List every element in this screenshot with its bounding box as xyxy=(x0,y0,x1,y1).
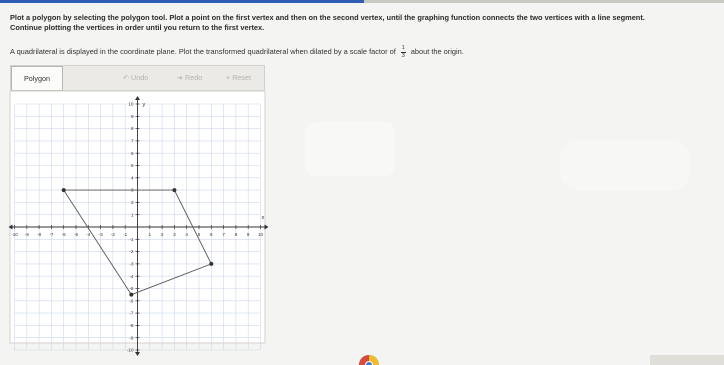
taskbar-edge xyxy=(650,355,724,365)
question-text-after: about the origin. xyxy=(410,47,464,56)
y-tick-label: 9 xyxy=(130,113,134,119)
screen-glare xyxy=(305,122,395,176)
question-text-before: A quadrilateral is displayed in the coordinate plane. Plot the transformed quadrilateral when dilated by a scale factor of xyxy=(10,47,396,56)
redo-icon: ➔ xyxy=(177,73,184,82)
x-tick-label: -10 xyxy=(11,232,18,237)
polygon-vertex-point xyxy=(209,262,213,266)
question-text xyxy=(10,45,464,59)
y-tick-label: 2 xyxy=(130,200,134,205)
x-tick-label: -9 xyxy=(24,232,29,237)
scale-factor-fraction xyxy=(401,45,406,59)
x-tick-label: -4 xyxy=(86,232,91,237)
scale-factor-numerator: 1 xyxy=(401,45,405,51)
y-tick-label: 1 xyxy=(130,212,134,218)
x-tick-label: -2 xyxy=(110,232,115,237)
x-tick-label: -6 xyxy=(61,232,66,237)
polygon-vertex-point xyxy=(62,188,66,192)
x-tick-label: 3 xyxy=(173,232,176,237)
y-tick-label: -10 xyxy=(126,347,134,353)
x-tick-label: -5 xyxy=(73,232,79,237)
x-tick-label: -3 xyxy=(98,232,103,237)
scale-factor-denominator: 3 xyxy=(401,53,405,59)
y-tick-label: -2 xyxy=(129,249,134,255)
x-axis-arrow-right xyxy=(265,225,269,230)
reset-label: Reset xyxy=(232,73,251,82)
progress-bar-fill xyxy=(0,0,364,3)
instructions-line-2: Continue plotting the vertices in order until you return to the first vertex. xyxy=(10,23,265,32)
reset-button[interactable] xyxy=(226,66,251,90)
polygon-vertex-point xyxy=(129,293,133,297)
x-axis-label: x xyxy=(261,215,265,221)
x-tick-label: 1 xyxy=(148,232,152,237)
x-tick-label: 10 xyxy=(257,232,264,237)
x-tick-label: -7 xyxy=(49,232,54,237)
x-tick-label: 5 xyxy=(197,232,201,237)
y-tick-label: -1 xyxy=(129,236,134,242)
y-tick-label: -3 xyxy=(129,261,134,267)
x-tick-label: 4 xyxy=(185,232,188,237)
y-tick-label: -8 xyxy=(129,323,134,328)
x-tick-label: -1 xyxy=(123,232,128,237)
y-tick-label: -6 xyxy=(129,298,134,304)
y-axis-arrow-down xyxy=(135,352,140,356)
y-tick-label: 5 xyxy=(130,163,134,169)
y-tick-label: 8 xyxy=(130,126,134,132)
undo-icon: ↶ xyxy=(123,73,130,82)
y-tick-label: 7 xyxy=(130,138,134,144)
reset-icon: × xyxy=(226,73,231,82)
instructions-line-1: Plot a polygon by selecting the polygon tool. Plot a point on the first vertex and then on the second vertex, until the graphing function connects the two vertices with a line segment. xyxy=(10,13,645,22)
polygon-tool-button[interactable]: Polygon xyxy=(11,66,63,91)
y-tick-label: -7 xyxy=(129,310,134,316)
screen-glare-2 xyxy=(560,140,690,190)
y-tick-label: 10 xyxy=(128,101,134,107)
redo-button[interactable] xyxy=(177,66,202,90)
y-axis-label: y xyxy=(142,102,146,108)
y-tick-label: -9 xyxy=(129,335,134,341)
x-tick-label: 9 xyxy=(246,232,250,237)
polygon-vertex-point xyxy=(172,188,176,192)
x-tick-label: 2 xyxy=(160,232,164,237)
y-tick-label: 4 xyxy=(130,175,134,181)
y-tick-label: 6 xyxy=(130,150,134,156)
instructions xyxy=(10,13,715,33)
x-tick-label: -8 xyxy=(37,232,42,237)
x-tick-label: 6 xyxy=(210,232,213,237)
y-tick-label: -5 xyxy=(129,286,134,292)
undo-label: Undo xyxy=(131,73,149,82)
y-tick-label: 3 xyxy=(130,187,134,193)
graph-toolbar xyxy=(10,65,265,91)
y-tick-label: -4 xyxy=(129,273,134,279)
progress-bar xyxy=(0,0,724,3)
browser-logo-icon xyxy=(358,354,380,365)
x-tick-label: 7 xyxy=(222,232,225,237)
x-tick-label: 8 xyxy=(234,232,238,237)
coordinate-plane[interactable] xyxy=(10,91,265,353)
undo-button[interactable] xyxy=(123,66,148,90)
redo-label: Redo xyxy=(185,73,203,82)
